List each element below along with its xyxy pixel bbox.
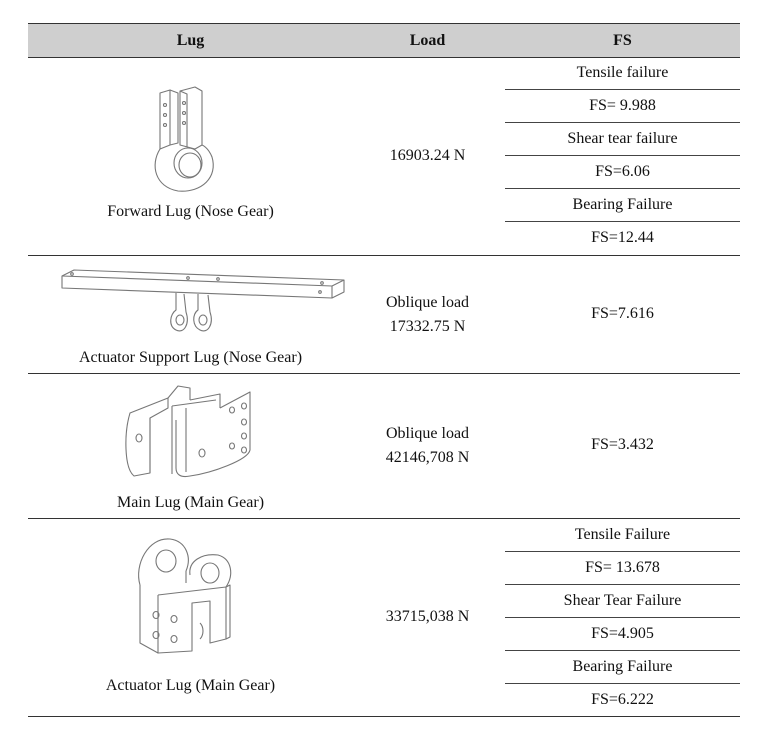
load-label: Oblique load — [385, 425, 470, 442]
row-divider — [28, 255, 740, 256]
lug-name: Actuator Support Lug (Nose Gear) — [78, 349, 303, 366]
actuator-lug-image — [130, 535, 240, 665]
fs-cell: Bearing Failure — [572, 196, 673, 213]
header-fs: FS — [613, 32, 632, 49]
fs-cell: FS=7.616 — [591, 305, 654, 322]
load-value: 42146,708 N — [385, 449, 470, 466]
actuator-support-lug-image — [58, 268, 348, 338]
fs-cell: FS=3.432 — [591, 436, 654, 453]
header-load: Load — [409, 32, 446, 49]
fs-cell: FS= 9.988 — [589, 97, 656, 114]
lug-name: Main Lug (Main Gear) — [116, 494, 265, 511]
fs-cell: FS=6.222 — [591, 691, 654, 708]
header-lug: Lug — [176, 32, 205, 49]
fs-cell: FS= 13.678 — [585, 559, 660, 576]
fs-cell: FS=12.44 — [591, 229, 654, 246]
load-label: Oblique load — [385, 294, 470, 311]
main-lug-image — [120, 378, 260, 483]
lug-name: Forward Lug (Nose Gear) — [107, 203, 274, 220]
load-value: 16903.24 N — [389, 147, 466, 164]
fs-cell: Bearing Failure — [572, 658, 673, 675]
fs-cell: Shear tear failure — [567, 130, 678, 147]
row-divider — [28, 373, 740, 374]
fs-cell: Tensile failure — [576, 64, 669, 81]
forward-lug-image — [150, 85, 235, 195]
table-header — [28, 23, 740, 58]
fs-cell: Tensile Failure — [574, 526, 671, 543]
fs-cell: FS=4.905 — [591, 625, 654, 642]
fs-cell: FS=6.06 — [595, 163, 650, 180]
table-bottom-border — [28, 716, 740, 717]
load-value: 17332.75 N — [389, 318, 466, 335]
fs-cell: Shear Tear Failure — [563, 592, 682, 609]
load-value: 33715,038 N — [385, 608, 470, 625]
lug-name: Actuator Lug (Main Gear) — [105, 677, 276, 694]
